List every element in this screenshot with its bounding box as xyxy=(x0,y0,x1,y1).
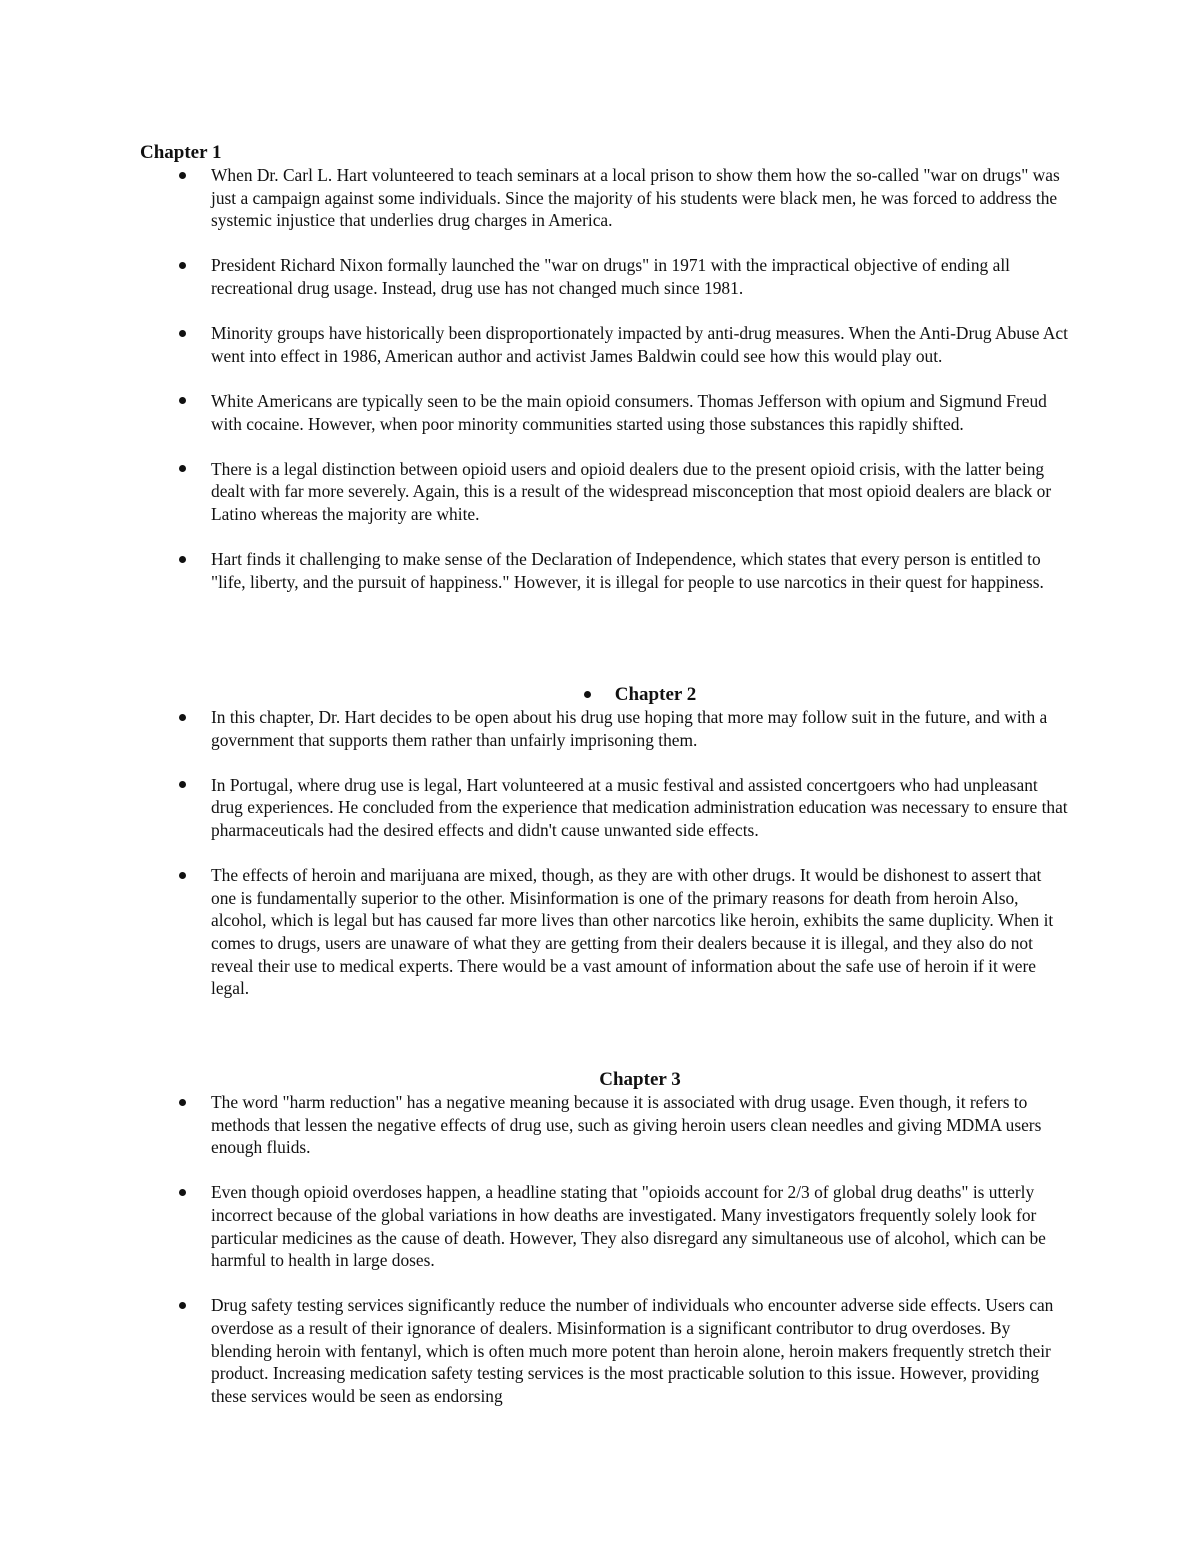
list-item xyxy=(140,1091,1070,1159)
list-item-text: Even though opioid overdoses happen, a headline stating that "opioids account for 2/3 of global drug deaths" is utterly incorrect because of the global variations in how deaths are investigated. Many investigators frequently solely look for particular medicines as the cause of death. However, They also disregard any simultaneous use of alcohol, which can be harmful to health in large doses. xyxy=(211,1182,1046,1271)
chapter-1-section xyxy=(140,141,1070,593)
bullet-icon xyxy=(179,872,186,879)
list-item xyxy=(140,1294,1070,1407)
list-item xyxy=(140,1181,1070,1271)
list-item-text: There is a legal distinction between opioid users and opioid dealers due to the present opioid crisis, with the latter being dealt with far more severely. Again, this is a result of the widespread misconception that most opioid dealers are black or Latino whereas the majority are white. xyxy=(211,458,1052,524)
chapter-2-list xyxy=(140,706,1070,1000)
bullet-icon xyxy=(179,330,186,337)
chapter-3-list xyxy=(140,1091,1070,1407)
list-item-text: White Americans are typically seen to be the main opioid consumers. Thomas Jefferson with opium and Sigmund Freud with cocaine. However, when poor minority communities started using those substances this rapidly shifted. xyxy=(211,390,1047,434)
bullet-icon xyxy=(179,714,186,721)
list-item xyxy=(140,390,1070,435)
bullet-icon xyxy=(179,262,186,269)
chapter-1-heading: Chapter 1 xyxy=(140,142,222,163)
list-item-text: The effects of heroin and marijuana are mixed, though, as they are with other drugs. It would be dishonest to assert that one is fundamentally superior to the other. Misinformation is one of the primary reasons for death from heroin Also, alcohol, which is legal but has caused far more lives than other narcotics like heroin, exhibits the same duplicity. When it comes to drugs, users are unaware of what they are getting from their dealers because it is illegal, and they also do not reveal their use to medical experts. There would be a vast amount of information about the safe use of heroin if it were legal. xyxy=(211,865,1054,999)
chapter-3-section xyxy=(140,1068,1070,1407)
bullet-icon xyxy=(179,556,186,563)
list-item xyxy=(140,864,1070,1000)
list-item-text: Minority groups have historically been disproportionately impacted by anti-drug measures. When the Anti-Drug Abuse Act went into effect in 1986, American author and activist James Baldwin could see how this would play out. xyxy=(211,323,1068,366)
list-item xyxy=(140,254,1070,299)
bullet-icon xyxy=(179,1099,186,1106)
list-item xyxy=(140,706,1070,751)
list-item xyxy=(140,164,1070,232)
list-item xyxy=(140,322,1070,367)
chapter-1-list xyxy=(140,164,1070,593)
list-item-text: The word "harm reduction" has a negative meaning because it is associated with drug usage. Even though, it refers to methods that lessen the negative effects of drug use, such as giving heroin users clean needles and giving MDMA users enough fluids. xyxy=(211,1092,1042,1158)
list-item xyxy=(140,548,1070,593)
list-item-text: Hart finds it challenging to make sense of the Declaration of Independence, which states that every person is entitled to "life, liberty, and the pursuit of happiness." However, it is illegal for people to use narcotics in their quest for happiness. xyxy=(211,549,1044,592)
bullet-icon xyxy=(179,465,186,472)
bullet-icon xyxy=(179,781,186,788)
chapter-2-heading: Chapter 2 xyxy=(614,684,697,705)
chapter-3-heading: Chapter 3 xyxy=(599,1069,681,1090)
bullet-icon xyxy=(584,691,591,698)
list-item-text: Drug safety testing services significantly reduce the number of individuals who encounter adverse side effects. Users can overdose as a result of their ignorance of dealers. Misinformation is a significant contributor to drug overdoses. By blending heroin with fentanyl, which is often much more potent than heroin alone, heroin makers frequently stretch their product. Increasing medication safety testing services is the most practicable solution to this issue. However, providing these services would be seen as endorsing xyxy=(211,1295,1054,1406)
list-item-text: President Richard Nixon formally launched the "war on drugs" in 1971 with the impractical objective of ending all recreational drug usage. Instead, drug use has not changed much since 1981. xyxy=(211,255,1010,298)
bullet-icon xyxy=(179,397,186,404)
list-item-text: In this chapter, Dr. Hart decides to be open about his drug use hoping that more may follow suit in the future, and with a government that supports them rather than unfairly imprisoning them. xyxy=(211,707,1048,750)
chapter-2-heading-row xyxy=(140,683,1070,706)
list-item xyxy=(140,458,1070,526)
list-item xyxy=(140,774,1070,842)
list-item-text: When Dr. Carl L. Hart volunteered to teach seminars at a local prison to show them how the so-called "war on drugs" was just a campaign against some individuals. Since the majority of his students were black men, he was forced to address the systemic injustice that underlies drug charges in America. xyxy=(211,165,1060,231)
bullet-icon xyxy=(179,1302,186,1309)
list-item-text: In Portugal, where drug use is legal, Hart volunteered at a music festival and assisted concertgoers who had unpleasant drug experiences. He concluded from the experience that medication administration education was necessary to ensure that pharmaceuticals had the desired effects and didn't cause unwanted side effects. xyxy=(211,774,1068,840)
chapter-2-section xyxy=(140,683,1070,1000)
bullet-icon xyxy=(179,1189,186,1196)
bullet-icon xyxy=(179,172,186,179)
